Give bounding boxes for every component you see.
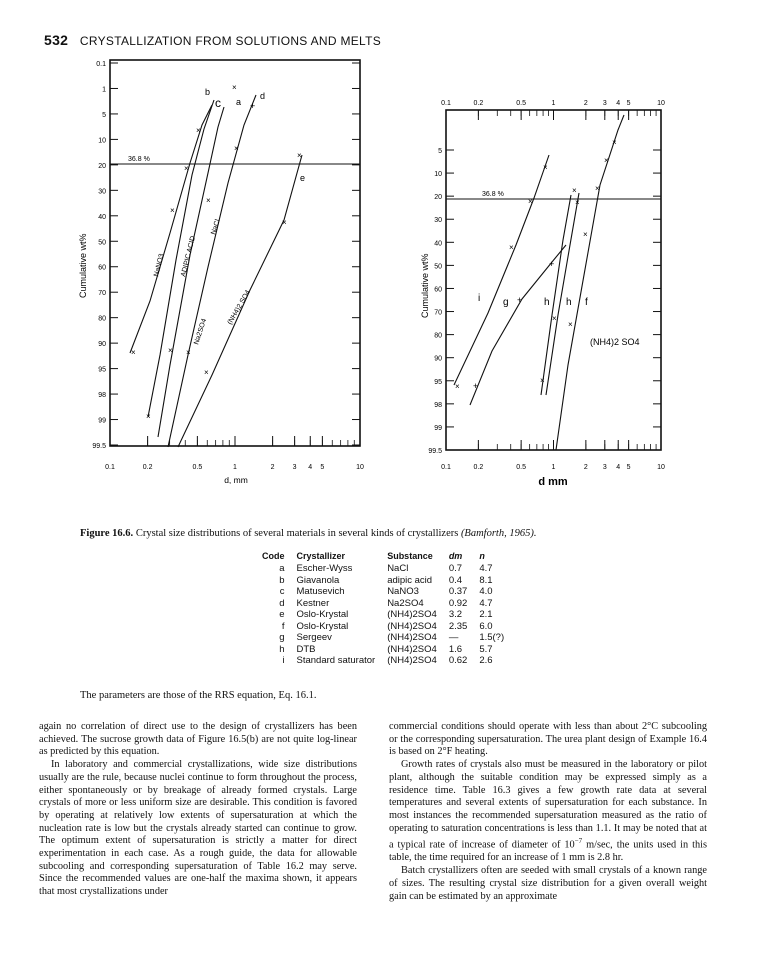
table-cell: 1.5(?) [479, 632, 505, 643]
table-cell: 2.35 [448, 620, 468, 632]
table-cell: i [282, 655, 285, 666]
y-tick-label: 50 [434, 263, 442, 271]
x-tick-label: 5 [626, 464, 631, 471]
table-cell: 5.7 [479, 643, 493, 655]
left-reference-line-label: 36.8 % [128, 156, 150, 163]
table-cell: (NH4)2SO4 [387, 609, 437, 620]
y-tick-label: 5 [102, 111, 106, 119]
right-plot [420, 100, 665, 485]
svg-text:i: i [478, 293, 481, 304]
figure-16-6-plots [0, 55, 758, 485]
svg-text:×: × [540, 376, 545, 385]
y-tick-label: 1 [102, 86, 106, 94]
y-tick-label: 10 [98, 137, 106, 145]
x-tick-label: 2 [583, 464, 588, 471]
y-tick-label: 90 [434, 355, 442, 363]
table-cell: 0.37 [448, 586, 468, 597]
svg-text:×: × [184, 164, 189, 173]
svg-text:ADIPIC ACID: ADIPIC ACID [180, 235, 198, 278]
table-row [256, 632, 510, 644]
y-tick-label: 95 [98, 366, 106, 374]
y-tick-label: 10 [434, 171, 442, 179]
svg-text:×: × [186, 348, 191, 357]
page-number: 532 [44, 32, 69, 48]
x-tick-label: 0.5 [516, 464, 527, 471]
x-tick-label: 0.1 [441, 100, 451, 107]
table-cell: 0.62 [448, 655, 468, 666]
x-tick-label: 3 [292, 464, 297, 471]
table-row [256, 621, 510, 633]
table-row [256, 563, 510, 575]
x-tick-label: 0.2 [473, 464, 484, 471]
table-cell: 4.7 [479, 597, 493, 609]
y-tick-label: 60 [98, 264, 106, 272]
svg-text:×: × [170, 206, 175, 215]
caption-text: Crystal size distributions of several materials in several kinds of crystallizers [135, 528, 459, 539]
paragraph: Batch crystallizers often are seeded with small crystals of a known range of sizes. The resulting crystal size distribution for a given overall weight gain can be estimated by an approximate [389, 865, 707, 902]
table-cell: 1.6 [448, 643, 463, 655]
y-tick-label: 30 [434, 217, 442, 225]
table-cell: d [279, 597, 285, 609]
table-cell: Standard saturator [296, 655, 376, 666]
table-cell: e [279, 609, 285, 620]
table-cell: g [279, 632, 285, 643]
svg-text:×: × [572, 186, 577, 195]
svg-text:+: + [517, 295, 523, 305]
right-plot-curves [454, 115, 624, 450]
right-x-axis-label: d mm [538, 476, 568, 485]
svg-text:×: × [543, 163, 548, 172]
svg-text:×: × [206, 196, 211, 205]
x-tick-label: 0.2 [473, 100, 484, 107]
table-body [256, 563, 510, 667]
table-cell: Matusevich [296, 586, 345, 597]
running-title: CRYSTALLIZATION FROM SOLUTIONS AND MELTS [79, 34, 382, 48]
x-tick-label: 0.1 [105, 464, 115, 471]
svg-text:×: × [455, 382, 460, 391]
table-cell: 3.2 [448, 609, 463, 620]
right-y-axis-label: Cumulative wt% [420, 253, 430, 318]
left-series-annotations [153, 218, 252, 345]
table-row [256, 609, 510, 621]
x-tick-label: 4 [616, 100, 621, 107]
svg-text:×: × [234, 144, 239, 153]
svg-text:b: b [205, 87, 211, 97]
x-tick-label: 10 [356, 464, 364, 471]
left-x-axis-label: d, mm [224, 475, 248, 485]
table-cell: DTB [296, 643, 316, 655]
table-cell: 0.4 [448, 574, 463, 586]
x-tick-label: 1 [551, 100, 556, 107]
x-tick-label: 0.1 [441, 464, 451, 471]
parameter-table [256, 551, 510, 667]
svg-text:×: × [583, 230, 588, 239]
caption-source: (Bamforth, 1965). [460, 528, 537, 539]
right-series-annotation: (NH4)2 SO4 [590, 337, 640, 347]
y-tick-label: 60 [434, 286, 442, 294]
table-cell: 0.92 [448, 597, 468, 609]
body-column-left [39, 721, 357, 899]
y-tick-label: 30 [98, 188, 106, 196]
y-tick-label: 40 [434, 240, 442, 248]
svg-text:×: × [552, 314, 557, 323]
svg-text:×: × [604, 156, 609, 165]
x-tick-label: 3 [602, 464, 607, 471]
svg-text:×: × [509, 243, 514, 252]
y-tick-label: 95 [434, 378, 442, 386]
table-cell: Escher-Wyss [296, 563, 353, 574]
svg-text:Na2SO4: Na2SO4 [193, 317, 209, 346]
table-cell: b [279, 574, 285, 586]
svg-text:c: c [215, 96, 221, 110]
svg-text:×: × [196, 126, 201, 135]
svg-text:×: × [568, 320, 573, 329]
table-cell: Sergeev [296, 632, 332, 643]
table-row [256, 598, 510, 610]
table-row [256, 655, 510, 667]
running-header [44, 32, 381, 48]
table-cell: (NH4)2SO4 [387, 620, 437, 632]
svg-text:×: × [146, 412, 151, 421]
svg-text:×: × [528, 197, 533, 206]
table-cell: Oslo-Krystal [296, 609, 349, 620]
y-tick-label: 98 [434, 401, 442, 409]
svg-text:a: a [236, 97, 242, 107]
paragraph: commercial conditions should operate with less than about 2°C subcooling or the corresponding supersaturation. The urea plant design of Example 16.4 is based on 2°F heating. [389, 721, 707, 758]
paragraph: Growth rates of crystals also must be measured in the laboratory or pilot plant, although the suitable condition may be expressed simply as a residence time. Table 16.3 gives a few growth rate data at several temperatures and several extents of supersaturation for each substance. In most instances the recommended supersaturation measured as the ratio of operating to saturation concentrations is less than 1.1. It may be noted that at a typical rate of increase of diameter of $10^{-7}$ m/sec, the units used in this table, the time required for an increase of 1 mm is 2.8 hr. [389, 759, 708, 864]
x-tick-label: 2 [270, 464, 275, 471]
table-cell: 2.6 [479, 655, 493, 666]
table-cell: — [448, 632, 459, 643]
y-tick-label: 99.5 [428, 448, 442, 455]
svg-text:×: × [595, 184, 600, 193]
table-cell: 4.0 [479, 586, 493, 597]
y-tick-label: 70 [98, 290, 106, 298]
table-cell: NaCl [387, 563, 409, 574]
svg-text:NaCl: NaCl [210, 218, 222, 236]
svg-text:g: g [503, 297, 509, 308]
svg-text:×: × [131, 348, 136, 357]
svg-text:×: × [168, 346, 173, 355]
table-cell: Kestner [296, 597, 330, 609]
y-tick-label: 70 [434, 309, 442, 317]
svg-text:+: + [473, 381, 479, 391]
table-cell: NaNO3 [387, 586, 419, 597]
x-tick-label: 1 [551, 464, 556, 471]
y-tick-label: 99 [98, 417, 106, 425]
table-row [256, 586, 510, 598]
y-tick-label: 80 [98, 315, 106, 323]
svg-text:+: + [549, 259, 555, 269]
svg-text:h: h [566, 297, 572, 308]
table-row [256, 575, 510, 587]
x-tick-label: 0.5 [192, 464, 203, 471]
svg-text:f: f [585, 297, 588, 308]
y-tick-label: 99.5 [92, 443, 106, 450]
y-tick-label: 99 [434, 424, 442, 432]
x-tick-label: 5 [626, 100, 631, 107]
table-cell: (NH4)2SO4 [387, 632, 437, 643]
table-cell: c [279, 586, 285, 597]
x-tick-label: 10 [657, 100, 665, 107]
body-column-right [389, 721, 707, 903]
left-plot [78, 60, 364, 485]
svg-text:NaNO3: NaNO3 [153, 253, 166, 278]
svg-text:×: × [575, 198, 580, 207]
table-cell: 0.7 [448, 563, 463, 574]
svg-text:×: × [204, 368, 209, 377]
table-cell: 6.0 [479, 620, 493, 632]
y-tick-label: 0.1 [96, 61, 106, 68]
x-tick-label: 0.5 [516, 100, 527, 107]
figure-note: The parameters are those of the RRS equation, Eq. 16.1. [80, 690, 317, 701]
svg-text:+: + [250, 101, 256, 111]
svg-text:×: × [282, 218, 287, 227]
svg-text:d: d [260, 91, 266, 101]
paragraph: In laboratory and commercial crystallizations, wide size distributions usually are the rule, because nuclei continue to form throughout the process, either spontaneously or by breakage of already formed crystals. Large crystals of more or less uniform size are desirable. This condition is favored by operating at relatively low extents of supersaturation at which the nucleation rate is low but the crystals already started can continue to grow. The optimum extent of supersaturation is strictly a matter for direct experimentation in each case. As a rough guide, the data for allowable subcooling and corresponding supersaturation of Table 16.2 may serve. Since the recommended values are one-half the maxima shown, it appears that most crystallizations under [39, 759, 357, 898]
table-cell: adipic acid [387, 574, 433, 586]
svg-text:(NH4)2 SO4: (NH4)2 SO4 [226, 289, 252, 326]
figure-caption [80, 528, 700, 539]
table-cell: Oslo-Krystal [296, 620, 349, 632]
x-tick-label: 10 [657, 464, 665, 471]
table-cell: 8.1 [479, 574, 493, 586]
right-reference-line-label: 36.8 % [482, 191, 504, 198]
table-row [256, 644, 510, 656]
x-tick-label: 0.2 [142, 464, 153, 471]
paragraph: again no correlation of direct use to the design of crystallizers has been achieved. The sucrose growth data of Figure 16.5(b) are not quite log-linear as predicted by this equation. [39, 721, 357, 758]
y-tick-label: 90 [98, 341, 106, 349]
table-cell: 2.1 [479, 609, 493, 620]
svg-text:h: h [544, 297, 550, 308]
y-tick-label: 98 [98, 392, 106, 400]
table-cell: h [279, 643, 285, 655]
x-tick-label: 5 [320, 464, 325, 471]
svg-text:×: × [232, 83, 237, 92]
y-tick-label: 50 [98, 239, 106, 247]
x-tick-label: 2 [583, 100, 588, 107]
x-tick-label: 4 [616, 464, 621, 471]
x-tick-label: 3 [602, 100, 607, 107]
table-cell: (NH4)2SO4 [387, 643, 437, 655]
y-tick-label: 20 [98, 162, 106, 170]
x-tick-label: 1 [233, 464, 237, 471]
table-header-row: Code Crystallizer Substance dm n [262, 551, 485, 561]
y-tick-label: 20 [434, 194, 442, 202]
right-curve-labels [478, 293, 588, 308]
table-cell: 4.7 [479, 563, 493, 574]
table-cell: Giavanola [296, 574, 340, 586]
caption-label: Figure 16.6. [80, 528, 134, 539]
svg-text:×: × [297, 151, 302, 160]
y-tick-label: 80 [434, 332, 442, 340]
svg-text:×: × [612, 138, 617, 147]
table-cell: Na2SO4 [387, 597, 424, 609]
x-tick-label: 4 [308, 464, 313, 471]
table-cell: a [279, 563, 285, 574]
y-tick-label: 5 [438, 148, 442, 155]
left-y-axis-label: Cumulative wt% [78, 233, 88, 298]
table-cell: f [281, 620, 285, 632]
table-cell: (NH4)2SO4 [387, 655, 437, 666]
y-tick-label: 40 [98, 213, 106, 221]
svg-text:e: e [300, 173, 306, 183]
